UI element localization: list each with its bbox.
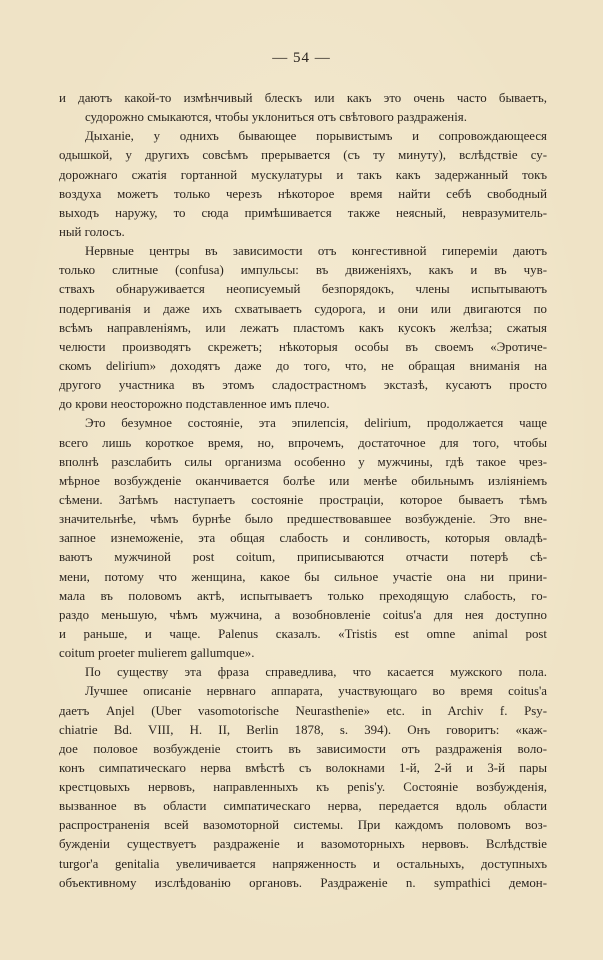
text-line: конъ симпатическаго нерва вмѣстѣ съ волокнами 1-й, 2-й и 3-й пары [59,760,547,775]
text-line: раздо меньшую, чѣмъ мужчина, а возобновленіе coitus'а для нея доступно [59,607,547,622]
text-line: скомъ delirium» доходятъ даже до того, что, не обращая вниманія на [59,358,547,373]
text-line: мѣрное возбужденіе оканчивается болѣе или менѣе обильнымъ изліяніемъ [59,473,547,488]
body-text [59,89,547,893]
text-line: вполнѣ разслабить силы организма особенно у мужчины, гдѣ такое чрез- [59,454,547,469]
text-line: распространенія всей вазомоторной системы. При каждомъ половомъ воз- [59,818,547,833]
text-line: chiatrie Bd. VIII, H. II, Berlin 1878, s. 394). Онъ говоритъ: «каж- [59,722,547,737]
text-line: мала въ половомъ актѣ, испытываетъ только преходящую слабость, го- [59,588,547,603]
text-line: Это безумное состояніе, эта эпилепсія, delirium, продолжается чаще [85,416,547,431]
text-line: Нервные центры въ зависимости отъ конгестивной гиперемiи даютъ [85,244,547,259]
text-line: сѣмени. Затѣмъ наступаетъ состояніе прострацiи, которое бываетъ тѣмъ [59,492,547,507]
text-line: другого участника въ этомъ сладострастномъ экстазѣ, кусаютъ просто [59,378,547,393]
text-line: дое половое возбужденіе стоитъ въ зависимости отъ раздраженія воло- [59,741,547,756]
text-line: turgor'а genitalia увеличивается напряженность и остальныхъ, доступныхъ [59,856,547,871]
text-line: Дыханіе, у однихъ бывающее порывистымъ и сопровождающееся [85,129,547,144]
text-line: крестцовыхъ нервовъ, направленныхъ къ penis'у. Состояніе возбужденія, [59,780,547,795]
text-line: бужденіи существуетъ раздраженіе и вазомоторныхъ нервовъ. Вслѣдствіе [59,837,547,852]
text-line: мени, потому что женщина, какое бы сильное участіе она ни прини- [59,569,547,584]
text-line: объективному изслѣдованію органовъ. Раздраженіе n. sympathici демон- [59,875,547,890]
text-line: всего лишь короткое время, но, впрочемъ, достаточное для того, чтобы [59,435,547,450]
text-line: значительнѣе, чѣмъ бурнѣе было предшествовавшее возбужденіе. Это вне- [59,512,547,527]
text-line: Лучшее описаніе нервнаго аппарата, участвующаго во время coitus'а [85,684,547,699]
page-number: — 54 — [272,50,331,66]
text-line: coitum proeter mulierem gallumque». [59,646,255,661]
text-line: воздуха можетъ только черезъ нѣкоторое время найти себѣ свободный [59,186,547,201]
text-line: дорожнаго сжатія гортанной мускулатуры и такъ какъ задержанный токъ [59,167,547,182]
text-line: По существу эта фраза справедлива, что касается мужского пола. [85,665,547,680]
text-line: только слитные (confusa) импульсы: въ движеніяхъ, какъ и въ чув- [59,263,547,278]
text-line: и раньше, и чаще. Palenus сказалъ. «Tristis est omne animal post [59,626,547,641]
text-line: даетъ Anjel (Uber vasomotorische Neurasthenie» etc. in Archiv f. Psy- [59,703,547,718]
text-line: ваютъ мужчиной post coitum, приписываются отчасти потерѣ сѣ- [59,550,547,565]
text-line: ный голосъ. [59,224,125,239]
text-line: и даютъ какой-то измѣнчивый блескъ или какъ это очень часто бываетъ, [59,91,547,105]
text-line: вызванное въ области симпатическаго нерва, передается вдоль области [59,799,547,814]
text-line: челюсти производятъ скрежетъ; нѣкоторыя особы въ своемъ «Эротиче- [59,339,547,354]
text-line: запное изнеможеніе, эта общая слабость и сонливость, которыя овладѣ- [59,531,547,546]
text-line: ствахъ обнаруживается неописуемый безпорядокъ, члены испытываютъ [59,282,547,297]
text-line: подергиванія и даже ихъ схватываетъ судорога, и они или двигаются по [59,301,547,316]
text-line: всѣмъ направленіямъ, или лежатъ пластомъ какъ кусокъ желѣза; сжатыя [59,320,547,335]
text-line: одышкой, у другихъ совсѣмъ прерывается (съ ту минуту), вслѣдствіе су- [59,148,547,163]
text-line: до крови неосторожно подставленное имъ плечо. [59,397,330,412]
text-line: выходъ наружу, то сюда примѣшивается также неясный, невразумитель- [59,205,547,220]
text-line: судорожно смыкаются, чтобы уклониться отъ свѣтового раздраженія. [85,110,467,125]
